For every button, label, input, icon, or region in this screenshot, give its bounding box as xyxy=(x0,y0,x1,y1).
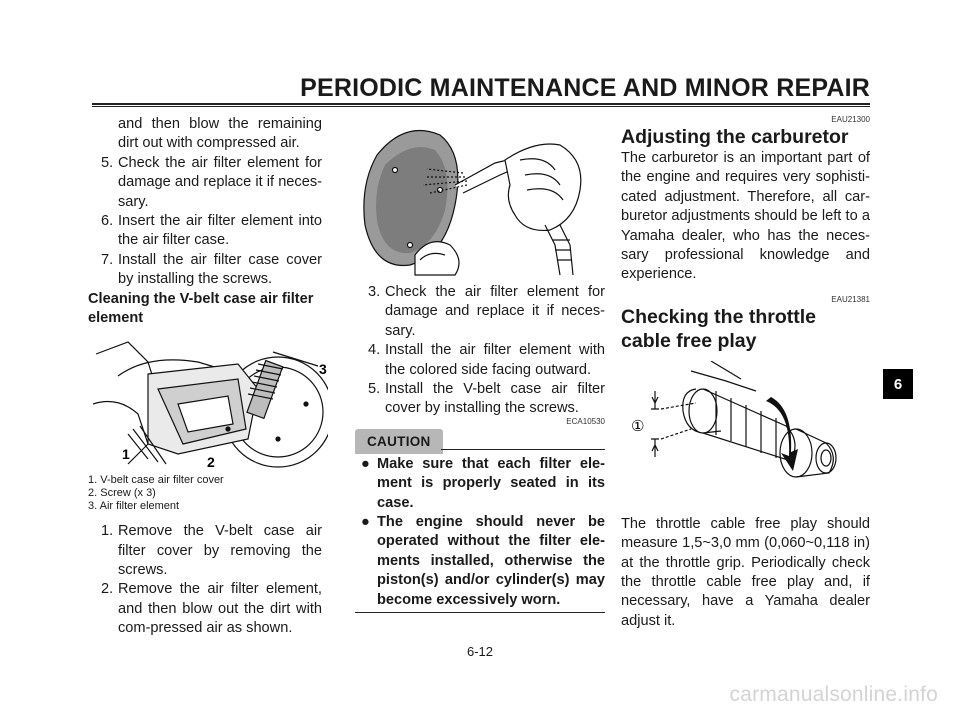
subheading: Cleaning the V-belt case air filter element xyxy=(88,290,314,327)
list-item: 2. Remove the air filter element, and then blow out the dirt with com-pressed air as shown. xyxy=(101,581,322,637)
caution-code: ECA10530 xyxy=(566,416,605,426)
steps-list-2 xyxy=(88,522,322,638)
air-blow-figure xyxy=(355,115,605,277)
list-item: 5. Install the V-belt case air filter cover by installing the screws. xyxy=(368,381,605,417)
vbelt-case-illustration xyxy=(88,334,328,472)
section-code-2: EAU21381 xyxy=(831,294,870,304)
vbelt-case-figure xyxy=(88,334,327,472)
callout-2: 2 xyxy=(207,454,215,471)
list-item: 3. Check the air filter element for damage and replace it if neces-sary. xyxy=(368,284,605,339)
caution-rule xyxy=(441,449,605,450)
watermark: carmanualsonline.info xyxy=(729,683,938,706)
caption-1: 1. V-belt case air filter cover xyxy=(88,474,224,487)
caption-3: 3. Air filter element xyxy=(88,499,180,512)
carburetor-paragraph: The carburetor is an important part of the engine and requires very sophisti-cated adjustment. Therefore, all car-buretor adjustments should be left to a Yamaha dealer, who has the neces-sary professional knowledge and experience. xyxy=(621,150,870,283)
callout-3: 3 xyxy=(319,361,327,378)
column-2 xyxy=(355,115,605,613)
callout-circled-1: ① xyxy=(631,416,645,435)
figure-captions xyxy=(88,474,322,512)
steps-list-3 xyxy=(355,283,605,419)
intro-text: and then blow the remaining dirt out with compressed air. xyxy=(118,116,322,152)
page-header: PERIODIC MAINTENANCE AND MINOR REPAIR xyxy=(300,74,870,102)
list-item: 5. Check the air filter element for damage and replace it if neces-sary. xyxy=(101,154,322,210)
caution-list xyxy=(355,455,605,610)
chapter-tab: 6 xyxy=(883,369,913,399)
bullet-icon: ● xyxy=(361,514,370,531)
list-item: 4. Install the air filter element with the colored side facing outward. xyxy=(368,342,605,378)
page-number: 6-12 xyxy=(466,644,494,659)
steps-list-1 xyxy=(88,154,322,290)
list-item: 7. Install the air filter case cover by installing the screws. xyxy=(101,251,322,288)
throttle-figure xyxy=(621,361,870,511)
list-item: ● Make sure that each filter ele-ment is properly seated in its case. xyxy=(355,455,605,513)
list-item: 1. Remove the V-belt case air filter cover by removing the screws. xyxy=(101,523,322,579)
bullet-icon: ● xyxy=(361,455,370,472)
list-item: 6. Insert the air filter element into the air filter case. xyxy=(101,213,322,249)
air-blow-illustration xyxy=(355,115,605,277)
header-rule xyxy=(92,103,870,107)
column-1 xyxy=(88,115,327,639)
caution-end-rule xyxy=(355,612,605,613)
caution-badge: CAUTION xyxy=(355,429,443,454)
column-3 xyxy=(621,115,870,631)
caution-header xyxy=(355,429,605,451)
caption-2: 2. Screw (x 3) xyxy=(88,487,156,500)
section-title-throttle: Checking the throttle cable free play xyxy=(621,305,817,352)
list-item: ● The engine should never be operated without the filter ele-ments installed, otherwise the piston(s) and/or cylinder(s) may become excessively worn. xyxy=(355,513,605,610)
throttle-paragraph: The throttle cable free play should measure 1,5~3,0 mm (0,060~0,118 in) at the throttle grip. Periodically check the throttle cable free play and, if necessary, have a Yamaha dealer adjust it. xyxy=(621,515,870,629)
section-code-1: EAU21300 xyxy=(831,115,870,124)
section-title-carburetor: Adjusting the carburetor xyxy=(621,126,849,148)
throttle-grip-illustration xyxy=(621,361,870,511)
callout-1: 1 xyxy=(122,446,130,463)
